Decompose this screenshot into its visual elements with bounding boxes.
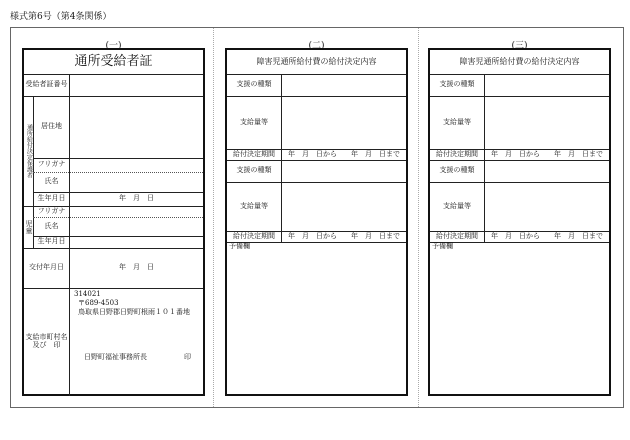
municipality-label <box>24 288 69 396</box>
address-field[interactable] <box>70 96 203 158</box>
child-furigana-field[interactable] <box>70 206 203 217</box>
decision-period-field[interactable]: 年 月 日から 年 月 日まで <box>491 149 603 158</box>
issue-date-field[interactable]: 年 月 日 <box>119 263 154 272</box>
municipality-label-line2: 及び 印 <box>32 341 61 349</box>
decision-period-label-2: 給付決定期間 <box>436 231 478 240</box>
support-type-field-2[interactable] <box>485 160 609 182</box>
panel-1-number: (一) <box>105 41 122 51</box>
support-amount-label-2: 支給量等 <box>240 201 268 210</box>
child-birthdate-label: 生年月日 <box>37 237 66 246</box>
child-name-field[interactable] <box>70 217 203 236</box>
support-type-field[interactable] <box>485 74 609 96</box>
support-type-label: 支援の種類 <box>439 80 475 89</box>
child-furigana-label: フリガナ <box>37 206 66 215</box>
panel-2-title: 障害児通所給付費の給付決定内容 <box>256 56 377 66</box>
decision-period-field-2[interactable]: 年 月 日から 年 月 日まで <box>491 231 603 240</box>
guardian-birthdate-field[interactable]: 年 月 日 <box>119 194 154 203</box>
support-amount-field[interactable] <box>485 96 609 149</box>
fold-line-1 <box>213 28 214 407</box>
guardian-furigana-field[interactable] <box>70 158 203 172</box>
support-amount-field-2[interactable] <box>282 182 406 231</box>
support-type-label: 支援の種類 <box>236 80 272 89</box>
support-type-label-2: 支援の種類 <box>439 166 475 175</box>
support-amount-field[interactable] <box>282 96 406 149</box>
municipality-code: 314021 <box>74 290 101 298</box>
fold-line-2 <box>418 28 419 407</box>
municipality-label-line1: 支給市町村名 <box>25 333 68 342</box>
guardian-furigana-label: フリガナ <box>37 160 66 169</box>
support-type-label-2: 支援の種類 <box>236 166 272 175</box>
decision-period-field[interactable]: 年 月 日から 年 月 日まで <box>288 149 400 158</box>
issue-date-label: 交付年月日 <box>29 263 64 272</box>
decision-period-label: 給付決定期間 <box>233 149 275 158</box>
child-group-label: 児童 <box>25 220 33 234</box>
panel-1-recipient-certificate <box>22 48 205 396</box>
form-number-label: 様式第6号（第4条関係） <box>10 12 112 22</box>
support-amount-field-2[interactable] <box>485 182 609 231</box>
support-amount-label: 支給量等 <box>443 117 471 126</box>
mayor-line: 日野町福祉事務所長 <box>84 353 147 361</box>
decision-period-label-2: 給付決定期間 <box>233 231 275 240</box>
support-type-field-2[interactable] <box>282 160 406 182</box>
remarks-label: 予備欄 <box>229 242 250 251</box>
recipient-number-field[interactable] <box>70 74 203 96</box>
support-amount-label-2: 支給量等 <box>443 201 471 210</box>
postal-code: 〒689-4503 <box>78 299 119 307</box>
guardian-name-field[interactable] <box>70 172 203 192</box>
child-name-label: 氏名 <box>44 221 59 230</box>
panel-3-benefit-decision <box>428 48 611 396</box>
guardian-birthdate-label: 生年月日 <box>37 194 66 203</box>
support-type-field[interactable] <box>282 74 406 96</box>
guardian-name-label: 氏名 <box>44 177 59 186</box>
remarks-label: 予備欄 <box>432 242 453 251</box>
support-amount-label: 支給量等 <box>240 117 268 126</box>
remarks-field[interactable] <box>430 252 609 394</box>
decision-period-field-2[interactable]: 年 月 日から 年 月 日まで <box>288 231 400 240</box>
seal-mark: 印 <box>184 353 191 361</box>
child-birthdate-field[interactable] <box>70 236 203 248</box>
municipality-address: 鳥取県日野郡日野町根雨１０１番地 <box>78 308 190 316</box>
panel-3-number: (三) <box>511 41 528 51</box>
guardian-group-label: 通所給付決定保護者 <box>25 124 33 178</box>
certificate-title: 通所受給者証 <box>74 53 153 69</box>
address-label: 居住地 <box>41 122 62 131</box>
remarks-field[interactable] <box>227 252 406 394</box>
recipient-number-label: 受給者証番号 <box>25 80 68 89</box>
panel-2-benefit-decision <box>225 48 408 396</box>
panel-3-title: 障害児通所給付費の給付決定内容 <box>459 56 580 66</box>
panel-2-number: (二) <box>308 41 325 51</box>
decision-period-label: 給付決定期間 <box>436 149 478 158</box>
